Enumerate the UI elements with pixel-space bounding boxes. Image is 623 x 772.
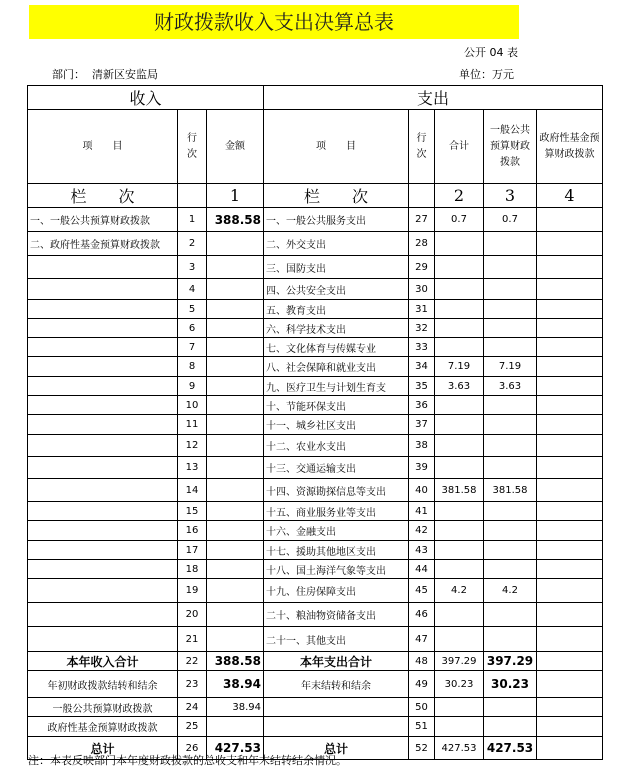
income-amount <box>207 435 264 457</box>
fund-budget-amount <box>537 652 603 671</box>
income-item <box>28 560 178 579</box>
income-amount: 388.58 <box>207 208 264 232</box>
income-amount <box>207 541 264 560</box>
income-amount: 427.53 <box>207 737 264 760</box>
income-amount <box>207 627 264 652</box>
column-label: 栏 次 <box>28 184 178 208</box>
general-budget-amount <box>484 300 537 319</box>
expense-line-no: 38 <box>409 435 435 457</box>
fund-budget-amount <box>537 698 603 717</box>
expense-total <box>435 603 484 627</box>
table-row <box>28 232 603 256</box>
income-amount <box>207 603 264 627</box>
footnote: 注：本表反映部门本年度财政拨款的总收支和年末结转结余情况。 <box>28 754 347 767</box>
general-budget-amount <box>484 279 537 300</box>
income-line-no: 2 <box>178 232 207 256</box>
expense-item: 七、文化体育与传媒专业 <box>264 338 409 357</box>
income-item: 本年收入合计 <box>28 652 178 671</box>
income-item <box>28 502 178 521</box>
table-row <box>28 396 603 415</box>
fund-budget-amount <box>537 338 603 357</box>
table-row <box>28 560 603 579</box>
income-line-no: 10 <box>178 396 207 415</box>
fund-budget-amount <box>537 415 603 435</box>
fund-budget-amount <box>537 717 603 737</box>
form-number: 公开 04 表 <box>464 46 518 59</box>
income-item <box>28 541 178 560</box>
general-budget-amount <box>484 698 537 717</box>
income-item: 二、政府性基金预算财政拨款 <box>28 232 178 256</box>
income-header: 收入 <box>28 86 264 110</box>
income-line-no: 11 <box>178 415 207 435</box>
expense-item: 十七、援助其他地区支出 <box>264 541 409 560</box>
fund-budget-amount <box>537 208 603 232</box>
general-budget-amount: 397.29 <box>484 652 537 671</box>
income-amount <box>207 457 264 479</box>
expense-item: 十二、农业水支出 <box>264 435 409 457</box>
expense-line-no: 34 <box>409 357 435 377</box>
income-line-no: 5 <box>178 300 207 319</box>
table-row <box>28 479 603 502</box>
table-row <box>28 603 603 627</box>
expense-total: 7.19 <box>435 357 484 377</box>
income-amount <box>207 479 264 502</box>
fund-budget-amount <box>537 457 603 479</box>
income-item: 政府性基金预算财政拨款 <box>28 717 178 737</box>
table-row <box>28 338 603 357</box>
general-budget-amount: 4.2 <box>484 579 537 603</box>
expense-line-no: 46 <box>409 603 435 627</box>
table-row <box>28 256 603 279</box>
expense-total <box>435 627 484 652</box>
expense-line-header: 行 次 <box>409 110 435 184</box>
expense-item: 十一、城乡社区支出 <box>264 415 409 435</box>
income-line-no: 25 <box>178 717 207 737</box>
income-line-no: 1 <box>178 208 207 232</box>
total-header: 合计 <box>435 110 484 184</box>
expense-item: 八、社会保障和就业支出 <box>264 357 409 377</box>
fund-budget-amount <box>537 479 603 502</box>
fund-budget-amount <box>537 319 603 338</box>
expense-item: 五、教育支出 <box>264 300 409 319</box>
table-row <box>28 627 603 652</box>
expense-line-no: 39 <box>409 457 435 479</box>
expense-line-no: 27 <box>409 208 435 232</box>
income-item <box>28 256 178 279</box>
general-budget-amount <box>484 232 537 256</box>
income-line-no: 9 <box>178 377 207 396</box>
expense-line-no: 49 <box>409 671 435 698</box>
expense-total: 0.7 <box>435 208 484 232</box>
general-budget-amount <box>484 256 537 279</box>
expense-line-no: 40 <box>409 479 435 502</box>
income-item: 一、一般公共预算财政拨款 <box>28 208 178 232</box>
income-amount: 38.94 <box>207 671 264 698</box>
general-budget-amount <box>484 415 537 435</box>
blank <box>178 184 207 208</box>
expense-item: 总计 <box>264 737 409 760</box>
expense-total: 30.23 <box>435 671 484 698</box>
expense-line-no: 48 <box>409 652 435 671</box>
expense-item: 十六、金融支出 <box>264 521 409 541</box>
column-3: 3 <box>484 184 537 208</box>
general-budget-amount: 0.7 <box>484 208 537 232</box>
expense-item: 四、公共安全支出 <box>264 279 409 300</box>
expense-total <box>435 279 484 300</box>
income-item <box>28 479 178 502</box>
expense-total <box>435 396 484 415</box>
income-amount <box>207 560 264 579</box>
income-item <box>28 279 178 300</box>
expense-header: 支出 <box>264 86 603 110</box>
expense-total <box>435 232 484 256</box>
expense-line-no: 37 <box>409 415 435 435</box>
general-budget-amount <box>484 560 537 579</box>
table-row <box>28 377 603 396</box>
expense-total <box>435 338 484 357</box>
expense-item: 本年支出合计 <box>264 652 409 671</box>
expense-item: 二十一、其他支出 <box>264 627 409 652</box>
income-amount <box>207 279 264 300</box>
expense-total <box>435 502 484 521</box>
general-budget-amount: 381.58 <box>484 479 537 502</box>
income-line-no: 23 <box>178 671 207 698</box>
expense-total: 427.53 <box>435 737 484 760</box>
income-item: 总计 <box>28 737 178 760</box>
expense-line-no: 52 <box>409 737 435 760</box>
expense-item: 十四、资源勘探信息等支出 <box>264 479 409 502</box>
general-budget-amount <box>484 521 537 541</box>
expense-line-no: 51 <box>409 717 435 737</box>
income-item <box>28 377 178 396</box>
expense-line-no: 29 <box>409 256 435 279</box>
income-line-no: 20 <box>178 603 207 627</box>
table-row <box>28 457 603 479</box>
income-amount <box>207 319 264 338</box>
fund-budget-amount <box>537 502 603 521</box>
income-item <box>28 457 178 479</box>
general-budget-amount <box>484 627 537 652</box>
column-4: 4 <box>537 184 603 208</box>
income-item <box>28 396 178 415</box>
income-amount: 38.94 <box>207 698 264 717</box>
income-line-no: 22 <box>178 652 207 671</box>
fund-budget-amount <box>537 357 603 377</box>
income-line-no: 15 <box>178 502 207 521</box>
expense-item: 十三、交通运输支出 <box>264 457 409 479</box>
expense-total <box>435 698 484 717</box>
income-line-no: 12 <box>178 435 207 457</box>
income-line-no: 4 <box>178 279 207 300</box>
table-row <box>28 279 603 300</box>
income-line-no: 7 <box>178 338 207 357</box>
fund-budget-amount <box>537 396 603 415</box>
fund-budget-amount <box>537 377 603 396</box>
department-label: 部门： <box>52 68 85 81</box>
expense-item: 二十、粮油物资储备支出 <box>264 603 409 627</box>
expense-total <box>435 300 484 319</box>
general-budget-header: 一般公共预算财政拨款 <box>484 110 537 184</box>
income-amount <box>207 579 264 603</box>
income-item <box>28 603 178 627</box>
expense-total <box>435 521 484 541</box>
expense-line-no: 32 <box>409 319 435 338</box>
table-row <box>28 579 603 603</box>
income-line-no: 21 <box>178 627 207 652</box>
income-amount <box>207 502 264 521</box>
amount-header: 金额 <box>207 110 264 184</box>
expense-total: 3.63 <box>435 377 484 396</box>
table-row <box>28 300 603 319</box>
fund-budget-amount <box>537 560 603 579</box>
general-budget-amount <box>484 603 537 627</box>
income-item <box>28 521 178 541</box>
fund-budget-amount <box>537 737 603 760</box>
table-row <box>28 502 603 521</box>
income-item: 年初财政拨款结转和结余 <box>28 671 178 698</box>
budget-table <box>27 85 603 760</box>
expense-line-no: 41 <box>409 502 435 521</box>
fund-budget-amount <box>537 541 603 560</box>
expense-item: 九、医疗卫生与计划生育支 <box>264 377 409 396</box>
expense-total <box>435 717 484 737</box>
fund-budget-amount <box>537 521 603 541</box>
expense-line-no: 43 <box>409 541 435 560</box>
expense-total <box>435 319 484 338</box>
income-item <box>28 338 178 357</box>
income-line-header: 行 次 <box>178 110 207 184</box>
fund-budget-amount <box>537 232 603 256</box>
expense-total <box>435 435 484 457</box>
table-row <box>28 541 603 560</box>
table-row <box>28 717 603 737</box>
expense-item: 十九、住房保障支出 <box>264 579 409 603</box>
expense-item: 年末结转和结余 <box>264 671 409 698</box>
general-budget-amount: 3.63 <box>484 377 537 396</box>
table-row <box>28 652 603 671</box>
general-budget-amount: 30.23 <box>484 671 537 698</box>
general-budget-amount <box>484 338 537 357</box>
report-title: 财政拨款收入支出决算总表 <box>29 5 519 39</box>
column-2: 2 <box>435 184 484 208</box>
expense-line-no: 36 <box>409 396 435 415</box>
fund-budget-amount <box>537 579 603 603</box>
income-item <box>28 357 178 377</box>
expense-line-no: 35 <box>409 377 435 396</box>
income-item <box>28 579 178 603</box>
expense-line-no: 44 <box>409 560 435 579</box>
expense-item: 十五、商业服务业等支出 <box>264 502 409 521</box>
expense-total: 4.2 <box>435 579 484 603</box>
expense-item <box>264 717 409 737</box>
expense-item: 六、科学技术支出 <box>264 319 409 338</box>
income-item <box>28 627 178 652</box>
general-budget-amount <box>484 396 537 415</box>
table-row <box>28 319 603 338</box>
expense-item: 十、节能环保支出 <box>264 396 409 415</box>
general-budget-amount: 7.19 <box>484 357 537 377</box>
income-amount <box>207 338 264 357</box>
expense-item: 二、外交支出 <box>264 232 409 256</box>
general-budget-amount <box>484 717 537 737</box>
expense-line-no: 50 <box>409 698 435 717</box>
general-budget-amount <box>484 541 537 560</box>
expense-total <box>435 256 484 279</box>
fund-budget-header: 政府性基金预算财政拨款 <box>537 110 603 184</box>
table-row <box>28 357 603 377</box>
income-amount: 388.58 <box>207 652 264 671</box>
expense-item-header: 项 目 <box>264 110 409 184</box>
income-line-no: 26 <box>178 737 207 760</box>
fund-budget-amount <box>537 627 603 652</box>
income-item <box>28 300 178 319</box>
table-row <box>28 671 603 698</box>
income-item <box>28 415 178 435</box>
income-item-header: 项 目 <box>28 110 178 184</box>
column-label: 栏 次 <box>264 184 409 208</box>
expense-line-no: 45 <box>409 579 435 603</box>
expense-line-no: 42 <box>409 521 435 541</box>
fund-budget-amount <box>537 279 603 300</box>
unit-label: 单位：万元 <box>459 68 514 81</box>
expense-total: 381.58 <box>435 479 484 502</box>
income-amount <box>207 717 264 737</box>
income-line-no: 17 <box>178 541 207 560</box>
table-row <box>28 415 603 435</box>
income-amount <box>207 377 264 396</box>
expense-line-no: 28 <box>409 232 435 256</box>
general-budget-amount <box>484 502 537 521</box>
income-line-no: 8 <box>178 357 207 377</box>
fund-budget-amount <box>537 300 603 319</box>
table-row <box>28 435 603 457</box>
column-1: 1 <box>207 184 264 208</box>
income-amount <box>207 415 264 435</box>
fund-budget-amount <box>537 256 603 279</box>
income-line-no: 6 <box>178 319 207 338</box>
table-row <box>28 208 603 232</box>
income-amount <box>207 256 264 279</box>
income-line-no: 24 <box>178 698 207 717</box>
expense-item: 一、一般公共服务支出 <box>264 208 409 232</box>
income-amount <box>207 521 264 541</box>
income-amount <box>207 396 264 415</box>
expense-item: 十八、国土海洋气象等支出 <box>264 560 409 579</box>
general-budget-amount <box>484 457 537 479</box>
income-item: 一般公共预算财政拨款 <box>28 698 178 717</box>
expense-total <box>435 457 484 479</box>
income-item <box>28 319 178 338</box>
income-amount <box>207 300 264 319</box>
expense-total <box>435 560 484 579</box>
income-amount <box>207 232 264 256</box>
expense-total <box>435 415 484 435</box>
expense-total: 397.29 <box>435 652 484 671</box>
table-row <box>28 698 603 717</box>
income-line-no: 13 <box>178 457 207 479</box>
expense-line-no: 47 <box>409 627 435 652</box>
expense-item <box>264 698 409 717</box>
fund-budget-amount <box>537 671 603 698</box>
income-amount <box>207 357 264 377</box>
general-budget-amount <box>484 319 537 338</box>
income-line-no: 19 <box>178 579 207 603</box>
expense-line-no: 31 <box>409 300 435 319</box>
fund-budget-amount <box>537 435 603 457</box>
income-line-no: 14 <box>178 479 207 502</box>
income-item <box>28 435 178 457</box>
income-line-no: 16 <box>178 521 207 541</box>
fund-budget-amount <box>537 603 603 627</box>
income-line-no: 18 <box>178 560 207 579</box>
expense-line-no: 30 <box>409 279 435 300</box>
department-name: 清新区安监局 <box>92 68 158 81</box>
general-budget-amount <box>484 435 537 457</box>
general-budget-amount: 427.53 <box>484 737 537 760</box>
expense-total <box>435 541 484 560</box>
expense-line-no: 33 <box>409 338 435 357</box>
blank <box>409 184 435 208</box>
income-line-no: 3 <box>178 256 207 279</box>
table-row <box>28 521 603 541</box>
expense-item: 三、国防支出 <box>264 256 409 279</box>
